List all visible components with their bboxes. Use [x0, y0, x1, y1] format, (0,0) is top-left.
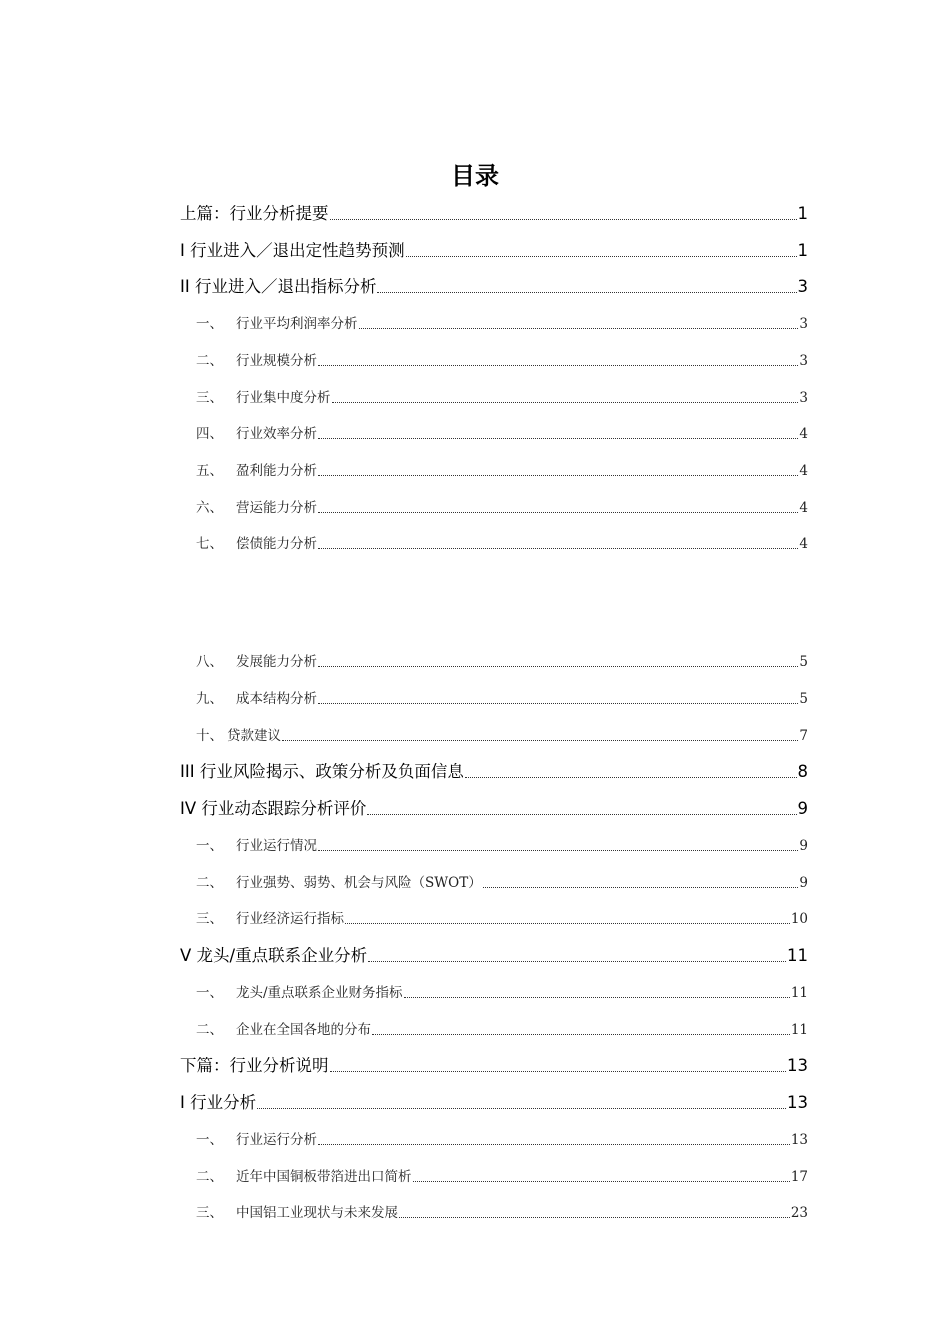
toc-entry-number: 一、	[196, 985, 223, 1001]
toc-entry-label: IV 行业动态跟踪分析评价	[180, 799, 367, 818]
toc-dot-leader	[406, 255, 797, 257]
toc-entry[interactable]	[180, 1018, 808, 1038]
toc-entry-number: 二、	[196, 1022, 223, 1038]
toc-page-number: 9	[799, 875, 808, 891]
toc-page-number: 5	[799, 654, 808, 670]
toc-entry[interactable]	[180, 907, 808, 927]
toc-entry-number: 五、	[196, 463, 223, 479]
toc-dot-leader	[318, 364, 798, 366]
toc-entry-label: I 行业进入／退出定性趋势预测	[180, 241, 405, 260]
toc-entry-number: 一、	[196, 838, 223, 854]
toc-entry-number: 三、	[196, 911, 223, 927]
toc-entry-number: 三、	[196, 390, 223, 406]
toc-dot-leader	[404, 996, 790, 998]
toc-page-number: 5	[799, 691, 808, 707]
toc-entry-label: 行业规模分析	[236, 353, 317, 369]
toc-dot-leader	[359, 327, 799, 329]
toc-page-number: 11	[787, 946, 808, 965]
toc-entry[interactable]	[180, 1201, 808, 1221]
toc-page-number: 4	[799, 500, 808, 516]
toc-page-number: 3	[797, 277, 808, 296]
toc-dot-leader	[413, 1180, 790, 1182]
toc-page-number: 13	[787, 1093, 808, 1112]
toc-entry[interactable]	[180, 687, 808, 707]
toc-entry-label: 行业效率分析	[236, 426, 317, 442]
toc-page-number: 23	[790, 1205, 808, 1221]
toc-dot-leader	[367, 813, 796, 815]
toc-page-number: 4	[799, 536, 808, 552]
toc-entry-label: 营运能力分析	[236, 500, 317, 516]
toc-entry-number: 三、	[196, 1205, 223, 1221]
toc-dot-leader	[318, 702, 798, 704]
toc-page-number: 3	[799, 353, 808, 369]
toc-entry-label: 贷款建议	[227, 728, 281, 744]
toc-entry[interactable]	[180, 386, 808, 406]
toc-dot-leader	[345, 922, 790, 924]
toc-entry[interactable]	[180, 1052, 808, 1076]
toc-entry-label: II 行业进入／退出指标分析	[180, 277, 377, 296]
toc-entry-number: 十、	[196, 728, 223, 744]
toc-entry[interactable]	[180, 237, 808, 261]
toc-entry[interactable]	[180, 1128, 808, 1148]
toc-entry-number: 七、	[196, 536, 223, 552]
toc-entry[interactable]	[180, 795, 808, 819]
toc-dot-leader	[377, 291, 796, 293]
toc-entry-label: III 行业风险揭示、政策分析及负面信息	[180, 762, 464, 781]
toc-dot-leader	[318, 547, 798, 549]
toc-dot-leader	[318, 511, 798, 513]
toc-entry-label: 龙头/重点联系企业财务指标	[236, 985, 403, 1001]
toc-entry-label: 发展能力分析	[236, 654, 317, 670]
toc-page-number: 1	[797, 204, 808, 223]
toc-entry-label: 近年中国铜板带箔进出口简析	[236, 1169, 412, 1185]
toc-page-number: 4	[799, 463, 808, 479]
toc-entry[interactable]	[180, 312, 808, 332]
toc-entry-label: 行业运行分析	[236, 1132, 317, 1148]
toc-page-number: 13	[790, 1132, 808, 1148]
toc-dot-leader	[330, 218, 797, 220]
toc-page-number: 11	[790, 985, 808, 1001]
toc-dot-leader	[318, 665, 798, 667]
toc-page-number: 8	[797, 762, 808, 781]
toc-entry[interactable]	[180, 758, 808, 782]
toc-entry[interactable]	[180, 496, 808, 516]
toc-entry[interactable]	[180, 724, 808, 744]
toc-dot-leader	[372, 1033, 790, 1035]
toc-page-number: 4	[799, 426, 808, 442]
toc-page-number: 13	[787, 1056, 808, 1075]
toc-dot-leader	[483, 886, 799, 888]
toc-entry[interactable]	[180, 532, 808, 552]
toc-entry-label: 行业强势、弱势、机会与风险（SWOT）	[236, 875, 482, 891]
toc-entry-number: 八、	[196, 654, 223, 670]
toc-entry[interactable]	[180, 1089, 808, 1113]
toc-page-number: 7	[799, 728, 808, 744]
toc-dot-leader	[257, 1107, 786, 1109]
toc-entry-label: 偿债能力分析	[236, 536, 317, 552]
toc-entry[interactable]	[180, 273, 808, 297]
toc-entry-number: 一、	[196, 1132, 223, 1148]
toc-entry-number: 九、	[196, 691, 223, 707]
toc-entry-label: I 行业分析	[180, 1093, 257, 1112]
toc-dot-leader	[282, 739, 798, 741]
toc-page-number: 9	[799, 838, 808, 854]
toc-entry[interactable]	[180, 349, 808, 369]
toc-entry-label: 中国铝工业现状与未来发展	[236, 1205, 398, 1221]
toc-page-number: 10	[790, 911, 808, 927]
toc-page-number: 11	[790, 1022, 808, 1038]
toc-entry-label: 行业集中度分析	[236, 390, 331, 406]
toc-entry-number: 二、	[196, 353, 223, 369]
toc-dot-leader	[318, 1143, 790, 1145]
toc-entry-label: V 龙头/重点联系企业分析	[180, 946, 368, 965]
toc-entry[interactable]	[180, 459, 808, 479]
toc-entry[interactable]	[180, 200, 808, 224]
toc-entry[interactable]	[180, 981, 808, 1001]
toc-entry-label: 行业运行情况	[236, 838, 317, 854]
toc-entry-label: 下篇：行业分析说明	[180, 1056, 329, 1075]
toc-entry-label: 上篇：行业分析提要	[180, 204, 329, 223]
toc-dot-leader	[318, 849, 798, 851]
toc-entry-label: 企业在全国各地的分布	[236, 1022, 371, 1038]
toc-entry[interactable]	[180, 422, 808, 442]
toc-page-number: 17	[790, 1169, 808, 1185]
toc-title: 目录	[451, 162, 499, 190]
toc-entry[interactable]	[180, 650, 808, 670]
toc-entry-number: 二、	[196, 875, 223, 891]
toc-dot-leader	[368, 960, 786, 962]
toc-dot-leader	[330, 1070, 787, 1072]
toc-page-number: 9	[797, 799, 808, 818]
toc-entry-number: 一、	[196, 316, 223, 332]
toc-entry[interactable]	[180, 834, 808, 854]
toc-dot-leader	[332, 401, 799, 403]
toc-entry-number: 二、	[196, 1169, 223, 1185]
toc-entry-label: 行业平均利润率分析	[236, 316, 358, 332]
toc-dot-leader	[465, 776, 797, 778]
toc-dot-leader	[318, 437, 798, 439]
toc-entry[interactable]	[180, 942, 808, 966]
toc-page-number: 3	[799, 316, 808, 332]
toc-page-number: 1	[797, 241, 808, 260]
toc-entry-label: 成本结构分析	[236, 691, 317, 707]
toc-entry-number: 六、	[196, 500, 223, 516]
toc-entry[interactable]	[180, 871, 808, 891]
toc-entry-label: 行业经济运行指标	[236, 911, 344, 927]
toc-entry-label: 盈利能力分析	[236, 463, 317, 479]
toc-dot-leader	[399, 1216, 790, 1218]
toc-entry[interactable]	[180, 1165, 808, 1185]
toc-page-number: 3	[799, 390, 808, 406]
toc-entry-number: 四、	[196, 426, 223, 442]
toc-dot-leader	[318, 474, 798, 476]
